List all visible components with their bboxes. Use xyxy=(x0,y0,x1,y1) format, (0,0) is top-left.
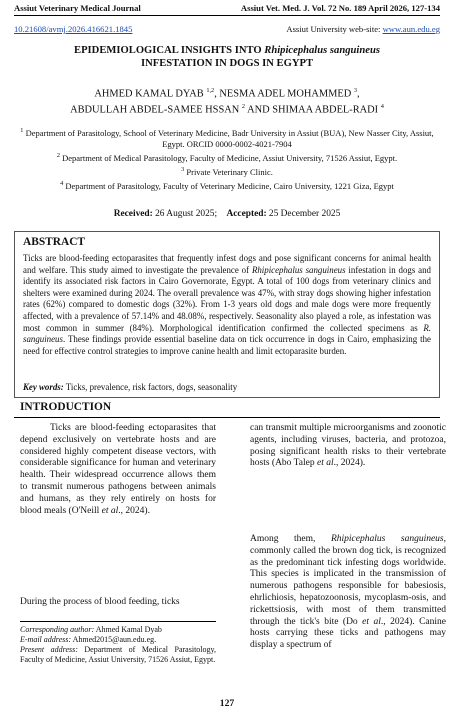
title-species: Rhipicephalus sanguineus xyxy=(264,45,380,56)
title-line2: INFESTATION IN DOGS IN EGYPT xyxy=(140,58,314,69)
keywords-label: Key words: xyxy=(23,382,64,392)
affiliation-2 xyxy=(14,150,440,164)
abstract-part-3: . These findings provide essential baseline data on tick occurrence in dogs in Cairo, emphasizing the need for effective control strategies to improve canine health and limit ectoparasite burden. xyxy=(23,334,431,356)
accepted-label: Accepted: xyxy=(226,209,267,219)
footnote xyxy=(20,625,216,665)
present-address xyxy=(20,645,216,665)
affiliation-4-sup: 4 xyxy=(60,180,64,188)
header-rule xyxy=(14,15,440,16)
abstract-species-1: Rhipicephalus sanguineus xyxy=(251,264,346,275)
website-link[interactable]: www.aun.edu.eg xyxy=(382,24,440,34)
address-value: Department of Medical Parasitology, Faculty of Medicine, Assiut University, 71526 Assiut, Egypt. xyxy=(20,645,216,664)
corresponding-author xyxy=(20,625,216,635)
author-2-sup: 3 xyxy=(353,87,357,94)
intro-p1-end: ., 2024). xyxy=(118,505,150,516)
paper-title xyxy=(14,44,440,70)
website-label: Assiut University web-site: xyxy=(286,24,381,34)
email-line xyxy=(20,635,216,645)
affiliation-4 xyxy=(14,178,440,192)
journal-name: Assiut Veterinary Medical Journal xyxy=(14,3,141,13)
corr-name: Ahmed Kamal Dyab xyxy=(94,625,162,634)
author-3: ABDULLAH ABDEL-SAMEE HSSAN xyxy=(70,104,240,116)
affiliation-3-text: Private Veterinary Clinic. xyxy=(186,167,273,178)
intro-p1-text: Ticks are blood-feeding ectoparasites that depend exclusively on vertebrate hosts and are considered highly competent disease vectors, with considerable significance for human and veterinary health. Their widespread occurrence allows them to transmit numerous pathogens between animals and humans, as they rely entirely on hosts for blood meals (O'Neill xyxy=(20,423,216,516)
keywords-text: Ticks, prevalence, risk factors, dogs, seasonality xyxy=(63,382,238,392)
doi-link[interactable]: 10.21608/avmj.2026.416621.1845 xyxy=(14,24,133,34)
abstract-part-1: Ticks are blood-feeding ectoparasites that frequently infest dogs and pose significant concerns for animal health and welfare. This study aimed to investigate the prevalence of xyxy=(23,253,431,275)
affiliations xyxy=(14,125,440,192)
author-2: NESMA ADEL MOHAMMED xyxy=(219,88,352,100)
title-prefix: EPIDEMIOLOGICAL INSIGHTS INTO xyxy=(74,45,262,56)
intro-r2-middle: , commonly called the brown dog tick, is recognized as the predominant tick infesting dogs worldwide. This species is implicated in the transmission of numerous pathogens responsible for babesiosis, ehrlichiosis, hepatozoonosis, mycoplasm-osis, and rickettsiosis, with most of them transmitted through the tick's bite (Do xyxy=(250,534,446,627)
received-label: Received: xyxy=(113,209,153,219)
keywords-line xyxy=(23,382,431,392)
running-header xyxy=(14,3,440,13)
footnote-rule xyxy=(20,621,216,622)
intro-r1-end: ., 2024). xyxy=(333,458,366,469)
intro-paragraph-1 xyxy=(20,423,216,517)
dates-line xyxy=(14,209,440,219)
author-4: SHIMAA ABDEL-RADI xyxy=(272,104,379,116)
introduction-heading: INTRODUCTION xyxy=(20,401,112,413)
affiliation-1-sup: 1 xyxy=(20,127,24,134)
page-number: 127 xyxy=(219,698,235,709)
intro-r2-end: ., 2024). Canine hosts carrying these ticks and pathogens may display a spectrum of xyxy=(250,616,446,651)
abstract-text xyxy=(23,253,431,357)
author-1-sup: 1,2 xyxy=(206,87,215,94)
intro-r1-etal: et al xyxy=(316,458,334,469)
affiliation-2-sup: 2 xyxy=(56,152,60,160)
abstract-heading: ABSTRACT xyxy=(23,236,86,248)
intro-right-paragraph-2 xyxy=(250,534,446,652)
intro-r2-etal: et al xyxy=(362,616,381,627)
volume-info: Assiut Vet. Med. J. Vol. 72 No. 189 April 2026, 127-134 xyxy=(240,3,440,13)
website-line xyxy=(286,24,440,34)
affiliation-2-text: Department of Medical Parasitology, Faculty of Medicine, Assiut University, 71526 Assiut, Egypt. xyxy=(62,153,398,164)
affiliation-4-text: Department of Parasitology, Faculty of Veterinary Medicine, Cairo University, 1221 Giza, Egypt xyxy=(65,181,394,192)
email-label: E-mail address: xyxy=(20,635,72,644)
intro-r2-species: Rhipicephalus sanguineus xyxy=(330,534,444,544)
introduction-rule xyxy=(14,417,440,418)
abstract-species-2: R. sanguineus xyxy=(23,322,431,345)
author-list: AHMED KAMAL DYAB $^{1,2}$, NESMA ADEL MOHAMMED $^3$, ABDULLAH ABDEL-SAMEE HSSAN $^2$ AND SHIMAA ABDEL-RADI $^4$ xyxy=(70,87,384,116)
author-and: AND xyxy=(247,104,270,116)
affiliation-3 xyxy=(14,164,440,178)
affiliation-1 xyxy=(14,125,440,150)
intro-paragraph-2: During the process of blood feeding, ticks xyxy=(20,597,180,607)
affiliation-1-text: Department of Parasitology, School of Veterinary Medicine, Badr University in Assiut (BUA), New Nasser City, Assiut, Egypt. ORCID 0000-0002-4021-7904 xyxy=(25,127,434,150)
address-label: Present address: xyxy=(20,645,78,654)
corr-label: Corresponding author: xyxy=(20,625,95,634)
email-value: Ahmed2015@aun.edu.eg. xyxy=(71,635,157,644)
affiliation-3-sup: 3 xyxy=(181,166,185,174)
intro-right-paragraph-1 xyxy=(250,423,446,470)
doi-row xyxy=(14,24,440,34)
author-4-sup: 4 xyxy=(380,103,384,111)
intro-p1-etal: et al xyxy=(101,505,119,516)
received-date: 26 August 2025; xyxy=(155,209,218,219)
abstract-part-2: infestation in dogs and identify its associated risk factors in Cairo Governorate, Egypt. A total of 100 dogs from veterinary clinics and shelters were examined during 2024. The overall prevalence was 47%, with stray dogs showing higher infestation rates (62%) compared to domestic dogs (32%). From 1-3 years old dogs and male dogs were more frequently affected, with a prevalence of 57.14% and 48.08%, respectively. Seasonality also played a role, as infestation was most common in summer (84%). Morphological identification confirmed the collected specimens as xyxy=(23,264,431,333)
author-3-sup: 2 xyxy=(241,103,246,111)
intro-r2-start: Among them, xyxy=(250,534,331,544)
intro-r1-text: can transmit multiple microorganisms and zoonotic agents, including viruses, bacteria, and protozoa, posing significant health risks to their vertebrate hosts (Abo Talep xyxy=(250,423,446,469)
accepted-date: 25 December 2025 xyxy=(268,209,341,219)
author-1: AHMED KAMAL DYAB xyxy=(94,88,204,100)
